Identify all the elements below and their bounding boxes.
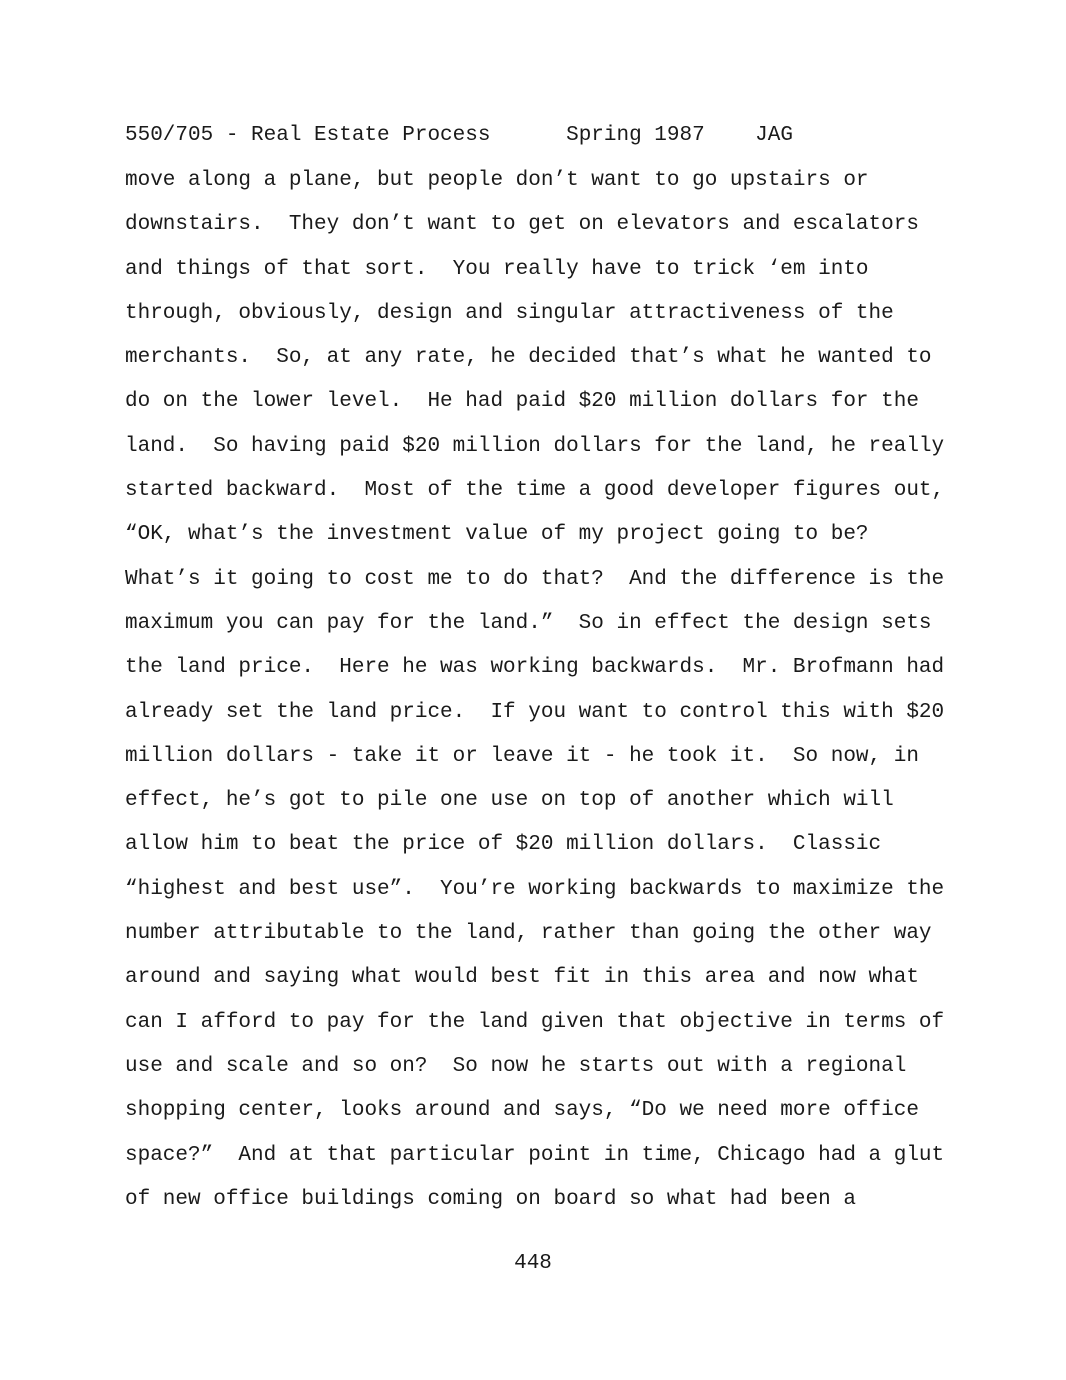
text-line: “OK, what’s the investment value of my project going to be? — [125, 523, 869, 547]
text-line: can I afford to pay for the land given that objective in terms of — [125, 1010, 945, 1034]
initials: JAG — [755, 124, 793, 147]
text-line: of new office buildings coming on board so what had been a — [125, 1187, 856, 1211]
text-line: merchants. So, at any rate, he decided that’s what he wanted to — [125, 346, 932, 370]
page-number: 448 — [514, 1252, 552, 1275]
body-text — [125, 169, 955, 1232]
text-line: space?” And at that particular point in time, Chicago had a glut — [125, 1143, 945, 1167]
text-line: effect, he’s got to pile one use on top of another which will — [125, 789, 894, 813]
text-line: maximum you can pay for the land.” So in effect the design sets — [125, 611, 932, 635]
text-line: What’s it going to cost me to do that? And the difference is the — [125, 567, 945, 591]
text-line: move along a plane, but people don’t want to go upstairs or — [125, 169, 869, 192]
header-gap-2 — [705, 124, 755, 147]
text-line: downstairs. They don’t want to get on elevators and escalators — [125, 213, 919, 237]
text-line: and things of that sort. You really have to trick ‘em into — [125, 257, 869, 281]
text-line: do on the lower level. He had paid $20 million dollars for the — [125, 390, 919, 414]
page-header — [125, 124, 793, 148]
text-line: started backward. Most of the time a good developer figures out, — [125, 479, 945, 503]
text-line: “highest and best use”. You’re working backwards to maximize the — [125, 877, 945, 901]
text-line: allow him to beat the price of $20 million dollars. Classic — [125, 833, 882, 857]
text-line: through, obviously, design and singular attractiveness of the — [125, 301, 894, 325]
text-line: number attributable to the land, rather than going the other way — [125, 922, 932, 946]
text-line: shopping center, looks around and says, “Do we need more office — [125, 1099, 919, 1123]
text-line: the land price. Here he was working backwards. Mr. Brofmann had — [125, 656, 945, 680]
text-line: around and saying what would best fit in this area and now what — [125, 966, 919, 990]
text-line: land. So having paid $20 million dollars for the land, he really — [125, 434, 945, 458]
course-title: 550/705 - Real Estate Process — [125, 124, 491, 147]
header-gap-1 — [490, 124, 566, 147]
text-line: already set the land price. If you want to control this with $20 — [125, 700, 945, 724]
text-line: million dollars - take it or leave it - he took it. So now, in — [125, 744, 919, 768]
text-line: use and scale and so on? So now he starts out with a regional — [125, 1054, 907, 1078]
term: Spring 1987 — [566, 124, 705, 147]
